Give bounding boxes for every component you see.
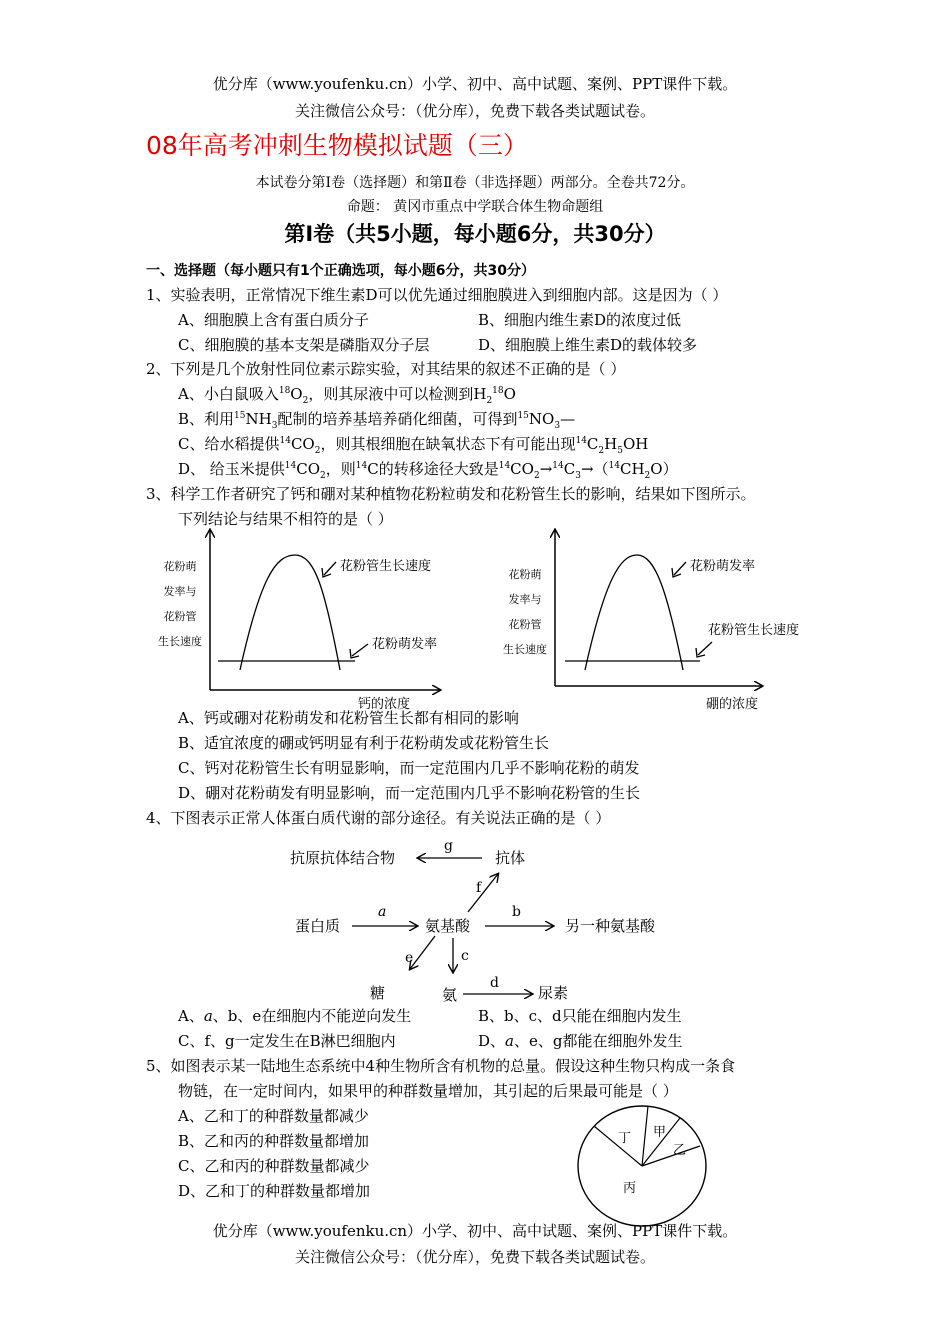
pie-label-ding: 丁 (618, 1131, 632, 1146)
q2-option-c: C、给水稻提供$^{14}CO_2$，则其根细胞在缺氧状态下有可能出现$^{14}C_2H_5OH$ (178, 435, 649, 456)
q1-option-a: A、细胞膜上含有蛋白质分子 (178, 311, 369, 329)
chart1-ylabel-1: 花粉萌 (163, 560, 197, 573)
pie-divider-2 (642, 1106, 648, 1166)
q3-option-d: D、硼对花粉萌发有明显影响，而一定范围内几乎不影响花粉管的生长 (178, 784, 641, 802)
footer-line-1: 优分库（www.youfenku.cn）小学、初中、高中试题、案例、PPT课件下载。 (212, 1222, 738, 1240)
q5-option-d: D、乙和丁的种群数量都增加 (178, 1182, 371, 1200)
label-b: b (512, 904, 521, 920)
q1-stem: 1、实验表明，正常情况下维生素D可以优先通过细胞膜进入到细胞内部。这是因为（ ） (146, 286, 728, 304)
page-title: 08年高考冲刺生物模拟试题（三） (146, 131, 528, 160)
q3-stem-2: 下列结论与结果不相符的是（ ） (178, 510, 393, 528)
q1-option-c: C、细胞膜的基本支架是磷脂双分子层 (178, 336, 430, 354)
arrow-e (410, 936, 435, 969)
chart2-ylabel-1: 花粉萌 (508, 568, 542, 581)
chart2-bell-curve (585, 555, 683, 670)
chart1-bell-curve (240, 555, 340, 670)
label-f: f (476, 880, 482, 896)
chart2-xlabel: 硼的浓度 (706, 697, 759, 712)
q3-option-c: C、钙对花粉管生长有明显影响，而一定范围内几乎不影响花粉的萌发 (178, 759, 640, 777)
node-amino-acid: 氨基酸 (425, 917, 471, 935)
q3-option-a: A、钙或硼对花粉萌发和花粉管生长都有相同的影响 (178, 709, 519, 727)
q4-stem: 4、下图表示正常人体蛋白质代谢的部分途径。有关说法正确的是（ ） (146, 809, 611, 827)
chart2-series-1-label: 花粉萌发率 (690, 559, 756, 574)
arrow-f (468, 874, 498, 912)
footer-line-2: 关注微信公众号：（优分库），免费下载各类试题试卷。 (294, 1248, 655, 1266)
node-other-amino-acid: 另一种氨基酸 (565, 917, 656, 935)
chart2-pointer-1 (674, 562, 686, 575)
chart1-series-2-label: 花粉萌发率 (372, 637, 438, 652)
q5-option-c: C、乙和丙的种群数量都减少 (178, 1157, 370, 1175)
chart1-pointer-1 (324, 562, 336, 575)
pie-label-bing: 丙 (623, 1181, 637, 1196)
node-urea: 尿素 (538, 984, 569, 1002)
chart1-ylabel-2: 发率与 (163, 585, 197, 598)
label-g: g (444, 838, 453, 854)
author-text: 命题： 黄冈市重点中学联合体生物命题组 (346, 199, 604, 215)
q5-pie-chart (570, 1100, 720, 1230)
q4-option-b: B、b、c、d只能在细胞内发生 (478, 1007, 682, 1025)
q1-option-b: B、细胞内维生素D的浓度过低 (478, 311, 682, 329)
q3-option-b: B、适宜浓度的硼或钙明显有利于花粉萌发或花粉管生长 (178, 734, 550, 752)
chart1-pointer-2 (352, 644, 368, 656)
pie-label-yi: 乙 (673, 1143, 687, 1158)
intro-text: 本试卷分第Ⅰ卷（选择题）和第Ⅱ卷（非选择题）两部分。全卷共72分。 (255, 175, 695, 191)
chart1-xlabel: 钙的浓度 (358, 697, 411, 712)
q2-option-b: B、利用$^{15}NH_3$配制的培养基培养硝化细菌，可得到$^{15}NO_3—$ (178, 410, 576, 431)
q4-metabolism-diagram (270, 832, 690, 1007)
q5-option-a: A、乙和丁的种群数量都减少 (178, 1107, 369, 1125)
chart2-ylabel-3: 花粉管 (508, 618, 542, 631)
chart1-series-1-label: 花粉管生长速度 (340, 559, 432, 574)
q1-option-d: D、细胞膜上维生素D的载体较多 (478, 336, 698, 354)
q2-stem: 2、下列是几个放射性同位素示踪实验，对其结果的叙述不正确的是（ ） (146, 360, 626, 378)
label-d: d (490, 975, 499, 991)
section-heading: 一、选择题（每小题只有1个正确选项，每小题6分，共30分） (146, 263, 535, 279)
q5-stem-2: 物链，在一定时间内，如果甲的种群数量增加，其引起的后果最可能是（ ） (178, 1082, 678, 1100)
q5-option-b: B、乙和丙的种群数量都增加 (178, 1132, 370, 1150)
label-e: e (405, 950, 414, 966)
chart-calcium (158, 530, 440, 712)
chart2-series-2-label: 花粉管生长速度 (708, 623, 800, 638)
q3-stem-1: 3、科学工作者研究了钙和硼对某种植物花粉粒萌发和花粉管生长的影响，结果如下图所示。 (146, 485, 756, 503)
q4-option-d: D、a、e、g都能在细胞外发生 (478, 1032, 683, 1050)
q3-charts (140, 520, 820, 715)
node-protein: 蛋白质 (295, 917, 341, 935)
q4-option-a: A、a、b、e在细胞内不能逆向发生 (178, 1007, 412, 1025)
label-a: a (378, 904, 387, 920)
node-antibody: 抗体 (495, 849, 526, 867)
chart-boron (503, 530, 799, 712)
q4-option-c: C、f、g一定发生在B淋巴细胞内 (178, 1032, 396, 1050)
q5-stem-1: 5、如图表示某一陆地生态系统中4种生物所含有机物的总量。假设这种生物只构成一条食 (146, 1057, 736, 1075)
header-line-2: 关注微信公众号：（优分库），免费下载各类试题试卷。 (294, 102, 655, 120)
chart2-ylabel-2: 发率与 (508, 593, 542, 606)
chart2-pointer-2 (698, 642, 712, 655)
header-line-1: 优分库（www.youfenku.cn）小学、初中、高中试题、案例、PPT课件下载。 (212, 75, 738, 93)
pie-divider-4 (642, 1146, 700, 1166)
node-antigen-antibody: 抗原抗体结合物 (290, 849, 396, 867)
node-ammonia: 氨 (442, 986, 458, 1004)
label-c: c (461, 948, 469, 964)
chart2-ylabel-4: 生长速度 (503, 643, 547, 656)
chart1-ylabel-4: 生长速度 (158, 635, 202, 648)
part-one-title: 第Ⅰ卷（共5小题，每小题6分，共30分） (284, 222, 666, 246)
pie-label-jia: 甲 (653, 1125, 667, 1140)
chart1-ylabel-3: 花粉管 (163, 610, 197, 623)
q2-option-d: D、 给玉米提供$^{14}CO_2$，则$^{14}$C的转移途径大致是$^{14}CO_2\to^{14}C_3\to(^{14}CH_2O)$ (178, 460, 678, 481)
node-sugar: 糖 (370, 984, 386, 1002)
q2-option-a: A、小白鼠吸入$^{18}O_2$，则其尿液中可以检测到$H_2^{18}O$ (178, 385, 516, 406)
